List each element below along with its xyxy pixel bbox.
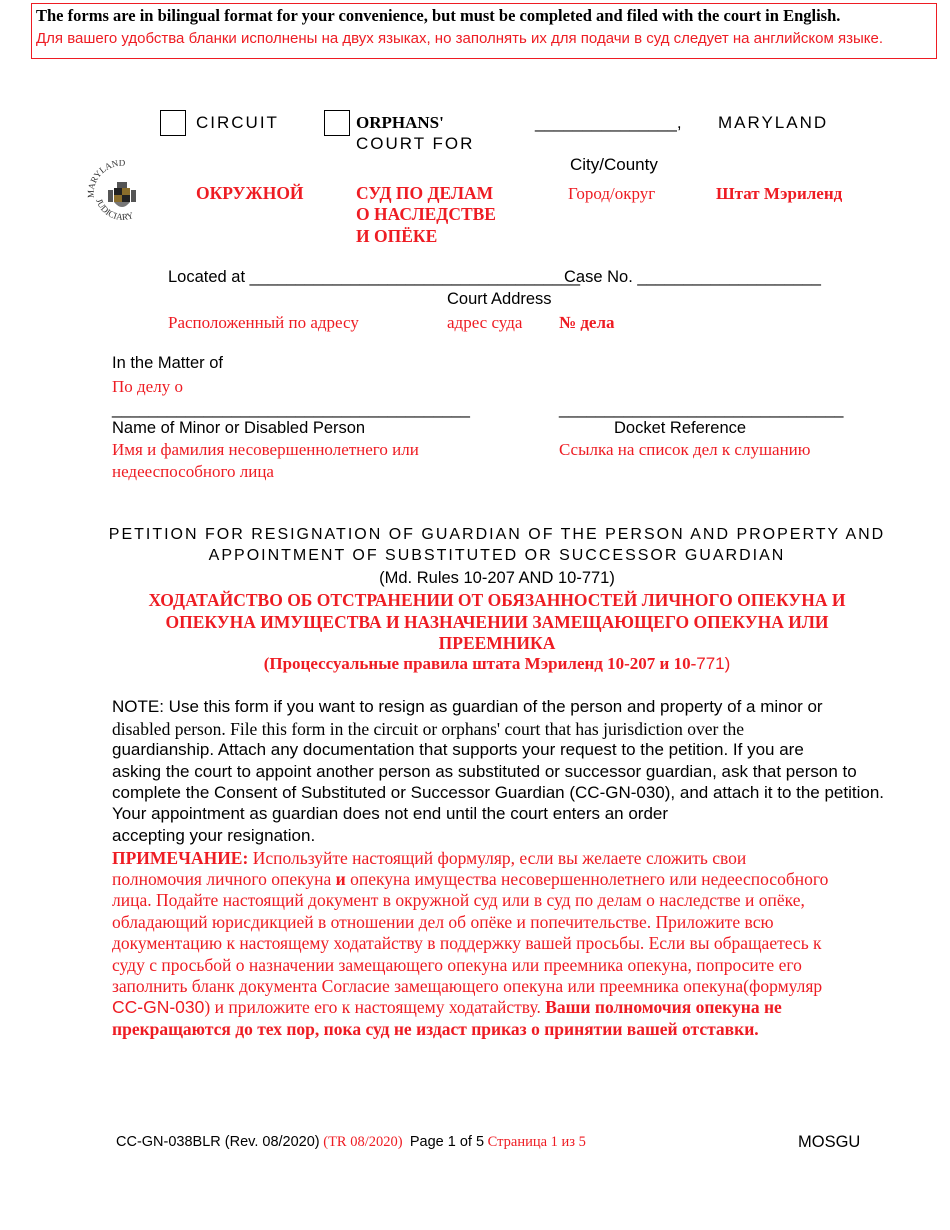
note-ru-line-2a: полномочия личного опекуна bbox=[112, 869, 336, 889]
note-ru-line-2c: опекуна имущества несовершеннолетнего или недееспособного bbox=[345, 869, 829, 889]
note-ru-line-3: лица. Подайте настоящий документ в окружной суд или в суд по делам о наследстве и опёке, bbox=[112, 890, 805, 910]
note-ru-line-8c: Ваши полномочия опекуна не bbox=[545, 997, 782, 1017]
footer-form-id: CC-GN-038BLR (Rev. 08/2020) bbox=[116, 1134, 320, 1150]
case-number-field[interactable]: Case No. ____________________ bbox=[564, 268, 821, 286]
footer-form-info bbox=[116, 1134, 586, 1151]
footer-page-ru: Страница 1 из 5 bbox=[487, 1134, 586, 1150]
note-ru-line-9: прекращаются до тех пор, пока суд не издаст приказ о принятии вашей отставки. bbox=[112, 1019, 759, 1039]
logo-bottom-text: JUDICIARY bbox=[94, 197, 135, 222]
seal-graphic bbox=[84, 160, 158, 230]
court-for-label: COURT FOR bbox=[356, 134, 475, 153]
orphans-label-ru-3: И ОПЁКЕ bbox=[356, 226, 438, 246]
city-county-label-ru: Город/округ bbox=[568, 184, 656, 203]
title-rules-ru bbox=[22, 654, 950, 674]
circuit-court-checkbox[interactable] bbox=[160, 110, 186, 136]
city-county-blank[interactable]: _______________, bbox=[535, 113, 682, 132]
located-at-label-ru: Расположенный по адресу bbox=[168, 313, 359, 332]
title-rules-ru-bold: (Процессуальные правила штата Мэриленд 10-207 и 10- bbox=[263, 654, 697, 673]
note-ru-line-8b: ) и приложите его к настоящему ходатайству. bbox=[204, 997, 546, 1017]
circuit-label: CIRCUIT bbox=[196, 113, 279, 132]
court-address-label-ru: адрес суда bbox=[447, 313, 523, 332]
title-rules-ru-tail: 771) bbox=[696, 654, 731, 673]
language-notice-banner bbox=[31, 3, 937, 59]
in-the-matter-label: In the Matter of bbox=[112, 354, 223, 372]
city-county-label: City/County bbox=[570, 155, 658, 174]
note-ru-line-2b: и bbox=[335, 869, 346, 889]
minor-name-field[interactable]: _______________________________________ bbox=[112, 400, 470, 418]
footer-tr: (TR 08/2020) bbox=[323, 1134, 403, 1150]
circuit-label-ru: ОКРУЖНОЙ bbox=[196, 183, 304, 203]
minor-name-label-ru-2: недееспособного лица bbox=[112, 462, 274, 481]
orphans-label-ru-2: О НАСЛЕДСТВЕ bbox=[356, 204, 496, 224]
note-en-line-2: disabled person. File this form in the circuit or orphans' court that has jurisdiction over the bbox=[112, 719, 745, 739]
note-ru-line-1 bbox=[112, 848, 746, 869]
located-at-field[interactable]: Located at ____________________________________ bbox=[168, 268, 581, 286]
note-ru-label: ПРИМЕЧАНИЕ: bbox=[112, 848, 249, 868]
footer-mosgu: MOSGU bbox=[798, 1133, 861, 1151]
note-en-line-4: asking the court to appoint another person as substituted or successor guardian, ask that person to bbox=[112, 762, 857, 781]
in-the-matter-label-ru: По делу о bbox=[112, 377, 183, 396]
note-en-line-6: Your appointment as guardian does not end until the court enters an order bbox=[112, 804, 669, 823]
title-rules: (Md. Rules 10-207 AND 10-771) bbox=[379, 569, 615, 587]
minor-name-label-ru-1: Имя и фамилия несовершеннолетнего или bbox=[112, 440, 419, 459]
title-ru-line-2: ОПЕКУНА ИМУЩЕСТВА И НАЗНАЧЕНИИ ЗАМЕЩАЮЩЕГО ОПЕКУНА ИЛИ bbox=[165, 612, 829, 632]
note-ru-line-6: суду с просьбой о назначении замещающего опекуна или преемника опекуна, попросите его bbox=[112, 955, 802, 975]
docket-reference-label: Docket Reference bbox=[614, 419, 747, 437]
docket-reference-label-ru: Ссылка на список дел к слушанию bbox=[559, 440, 811, 459]
note-ru-line-2 bbox=[112, 869, 828, 890]
footer-page: Page 1 of 5 bbox=[409, 1134, 485, 1150]
docket-reference-field[interactable]: _______________________________ bbox=[559, 400, 844, 418]
note-en-line-1: NOTE: Use this form if you want to resign as guardian of the person and property of a minor or bbox=[112, 697, 823, 716]
title-ru-line-1: ХОДАТАЙСТВО ОБ ОТСТРАНЕНИИ ОТ ОБЯЗАННОСТЕЙ ЛИЧНОГО ОПЕКУНА И bbox=[148, 590, 846, 610]
note-ru-line-8a: CC-GN-030 bbox=[112, 997, 205, 1017]
case-number-label-ru: № дела bbox=[559, 313, 615, 332]
note-ru-line-8 bbox=[112, 997, 782, 1018]
note-ru-line-4: обладающий юрисдикцией в отношении дел об опёке и попечительстве. Приложите всю bbox=[112, 912, 774, 932]
note-en-line-3: guardianship. Attach any documentation that supports your request to the petition. If you are bbox=[112, 740, 804, 759]
title-ru-line-3: ПРЕЕМНИКА bbox=[438, 633, 556, 653]
orphans-label: ORPHANS' bbox=[356, 113, 444, 132]
minor-name-label: Name of Minor or Disabled Person bbox=[112, 419, 366, 437]
note-ru-line-1-text: Используйте настоящий формуляр, если вы желаете сложить свои bbox=[248, 848, 747, 868]
note-ru-line-7: заполнить бланк документа Согласие замещающего опекуна или преемника опекуна(формуляр bbox=[112, 976, 823, 996]
language-notice-en: The forms are in bilingual format for your convenience, but must be completed and filed with the court in English. bbox=[36, 6, 841, 25]
title-en-line-2: APPOINTMENT OF SUBSTITUTED OR SUCCESSOR GUARDIAN bbox=[208, 547, 786, 564]
note-ru-line-5: документацию к настоящему ходатайству в поддержку вашей просьбы. Если вы обращаетесь к bbox=[112, 933, 822, 953]
state-label-ru: Штат Мэриленд bbox=[716, 184, 843, 203]
note-en-line-7: accepting your resignation. bbox=[112, 826, 316, 845]
orphans-court-checkbox[interactable] bbox=[324, 110, 350, 136]
court-address-label: Court Address bbox=[447, 290, 552, 308]
state-label: MARYLAND bbox=[718, 113, 829, 132]
title-en-line-1: PETITION FOR RESIGNATION OF GUARDIAN OF THE PERSON AND PROPERTY AND bbox=[108, 526, 886, 543]
language-notice-ru: Для вашего удобства бланки исполнены на двух языках, но заполнять их для подачи в суд следует на английском языке. bbox=[36, 30, 884, 47]
orphans-label-ru-1: СУД ПО ДЕЛАМ bbox=[356, 183, 494, 203]
maryland-judiciary-seal bbox=[84, 160, 158, 230]
logo-top-text: MARYLAND bbox=[85, 160, 126, 199]
note-en-line-5: complete the Consent of Substituted or Successor Guardian (CC-GN-030), and attach it to the petition. bbox=[112, 783, 885, 802]
